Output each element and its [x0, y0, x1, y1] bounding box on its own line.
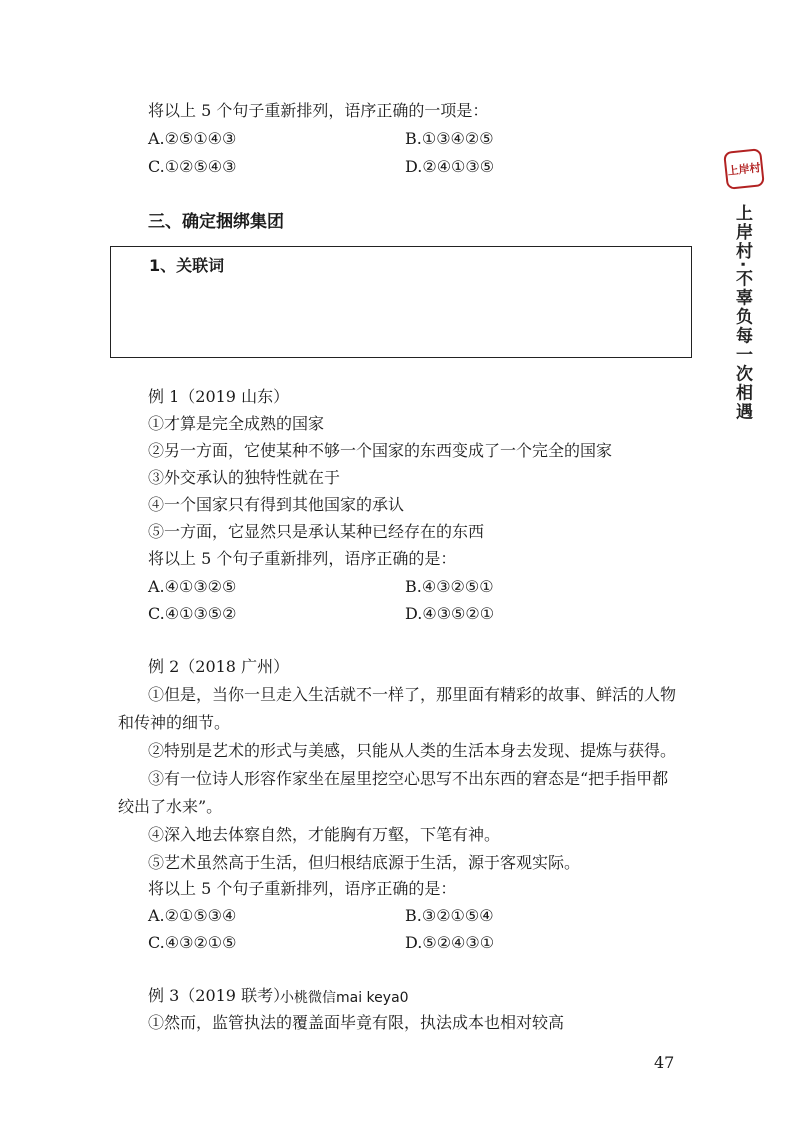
seal-logo: 上岸村 — [723, 148, 765, 190]
ex2-option-c: C.④③②①⑤ — [148, 933, 237, 952]
ex2-line: ①但是，当你一旦走入生活就不一样了，那里面有精彩的故事、鲜活的人物 — [148, 685, 677, 704]
ex2-option-d: D.⑤②④③① — [405, 933, 495, 952]
ex1-option-a: A.④①③②⑤ — [148, 577, 237, 596]
ex2-line: 绞出了水来”。 — [118, 797, 223, 816]
ex2-line: ④深入地去体察自然，才能胸有万壑，下笔有神。 — [148, 825, 501, 844]
ex2-line: ②特别是艺术的形式与美感，只能从人类的生活本身去发现、提炼与获得。 — [148, 741, 677, 760]
ex1-option-b: B.④③②⑤① — [405, 577, 494, 596]
ex3-title: 例 3（2019 联考） — [148, 986, 290, 1005]
watermark-text: 小桃微信mai keya0 — [280, 990, 409, 1006]
ex2-option-b: B.③②①⑤④ — [405, 906, 494, 925]
ex2-title: 例 2（2018 广州） — [148, 657, 290, 676]
option-c: C.①②⑤④③ — [148, 157, 237, 176]
option-b: B.①③④②⑤ — [405, 129, 494, 148]
option-a: A.②⑤①④③ — [148, 129, 237, 148]
ex2-line: ③有一位诗人形容作家坐在屋里挖空心思写不出东西的窘态是“把手指甲都 — [148, 769, 669, 788]
ex1-line: ②另一方面，它使某种不够一个国家的东西变成了一个完全的国家 — [148, 441, 613, 460]
page-number: 47 — [654, 1053, 675, 1072]
ex1-option-d: D.④③⑤②① — [405, 604, 495, 623]
keyword-box — [110, 246, 692, 358]
ex1-line: ③外交承认的独特性就在于 — [148, 468, 341, 487]
ex3-line: ①然而，监管执法的覆盖面毕竟有限，执法成本也相对较高 — [148, 1013, 565, 1032]
ex2-option-a: A.②①⑤③④ — [148, 906, 237, 925]
ex2-line: ⑤艺术虽然高于生活，但归根结底源于生活，源于客观实际。 — [148, 853, 581, 872]
ex1-line: ①才算是完全成熟的国家 — [148, 414, 325, 433]
side-branding — [722, 150, 762, 421]
box-title: 1、关联词 — [149, 256, 225, 275]
section-title: 三、确定捆绑集团 — [148, 212, 284, 232]
question-text: 将以上 5 个句子重新排列，语序正确的一项是： — [148, 101, 489, 120]
ex2-question: 将以上 5 个句子重新排列，语序正确的是： — [148, 879, 457, 898]
ex1-question: 将以上 5 个句子重新排列，语序正确的是： — [148, 549, 457, 568]
ex1-option-c: C.④①③⑤② — [148, 604, 237, 623]
ex1-line: ④一个国家只有得到其他国家的承认 — [148, 495, 405, 514]
ex1-line: ⑤一方面，它显然只是承认某种已经存在的东西 — [148, 522, 485, 541]
option-d: D.②④①③⑤ — [405, 157, 495, 176]
ex2-line: 和传神的细节。 — [118, 713, 231, 732]
side-slogan: 上岸村·不辜负每一次相遇 — [732, 204, 752, 422]
ex1-title: 例 1（2019 山东） — [148, 387, 290, 406]
